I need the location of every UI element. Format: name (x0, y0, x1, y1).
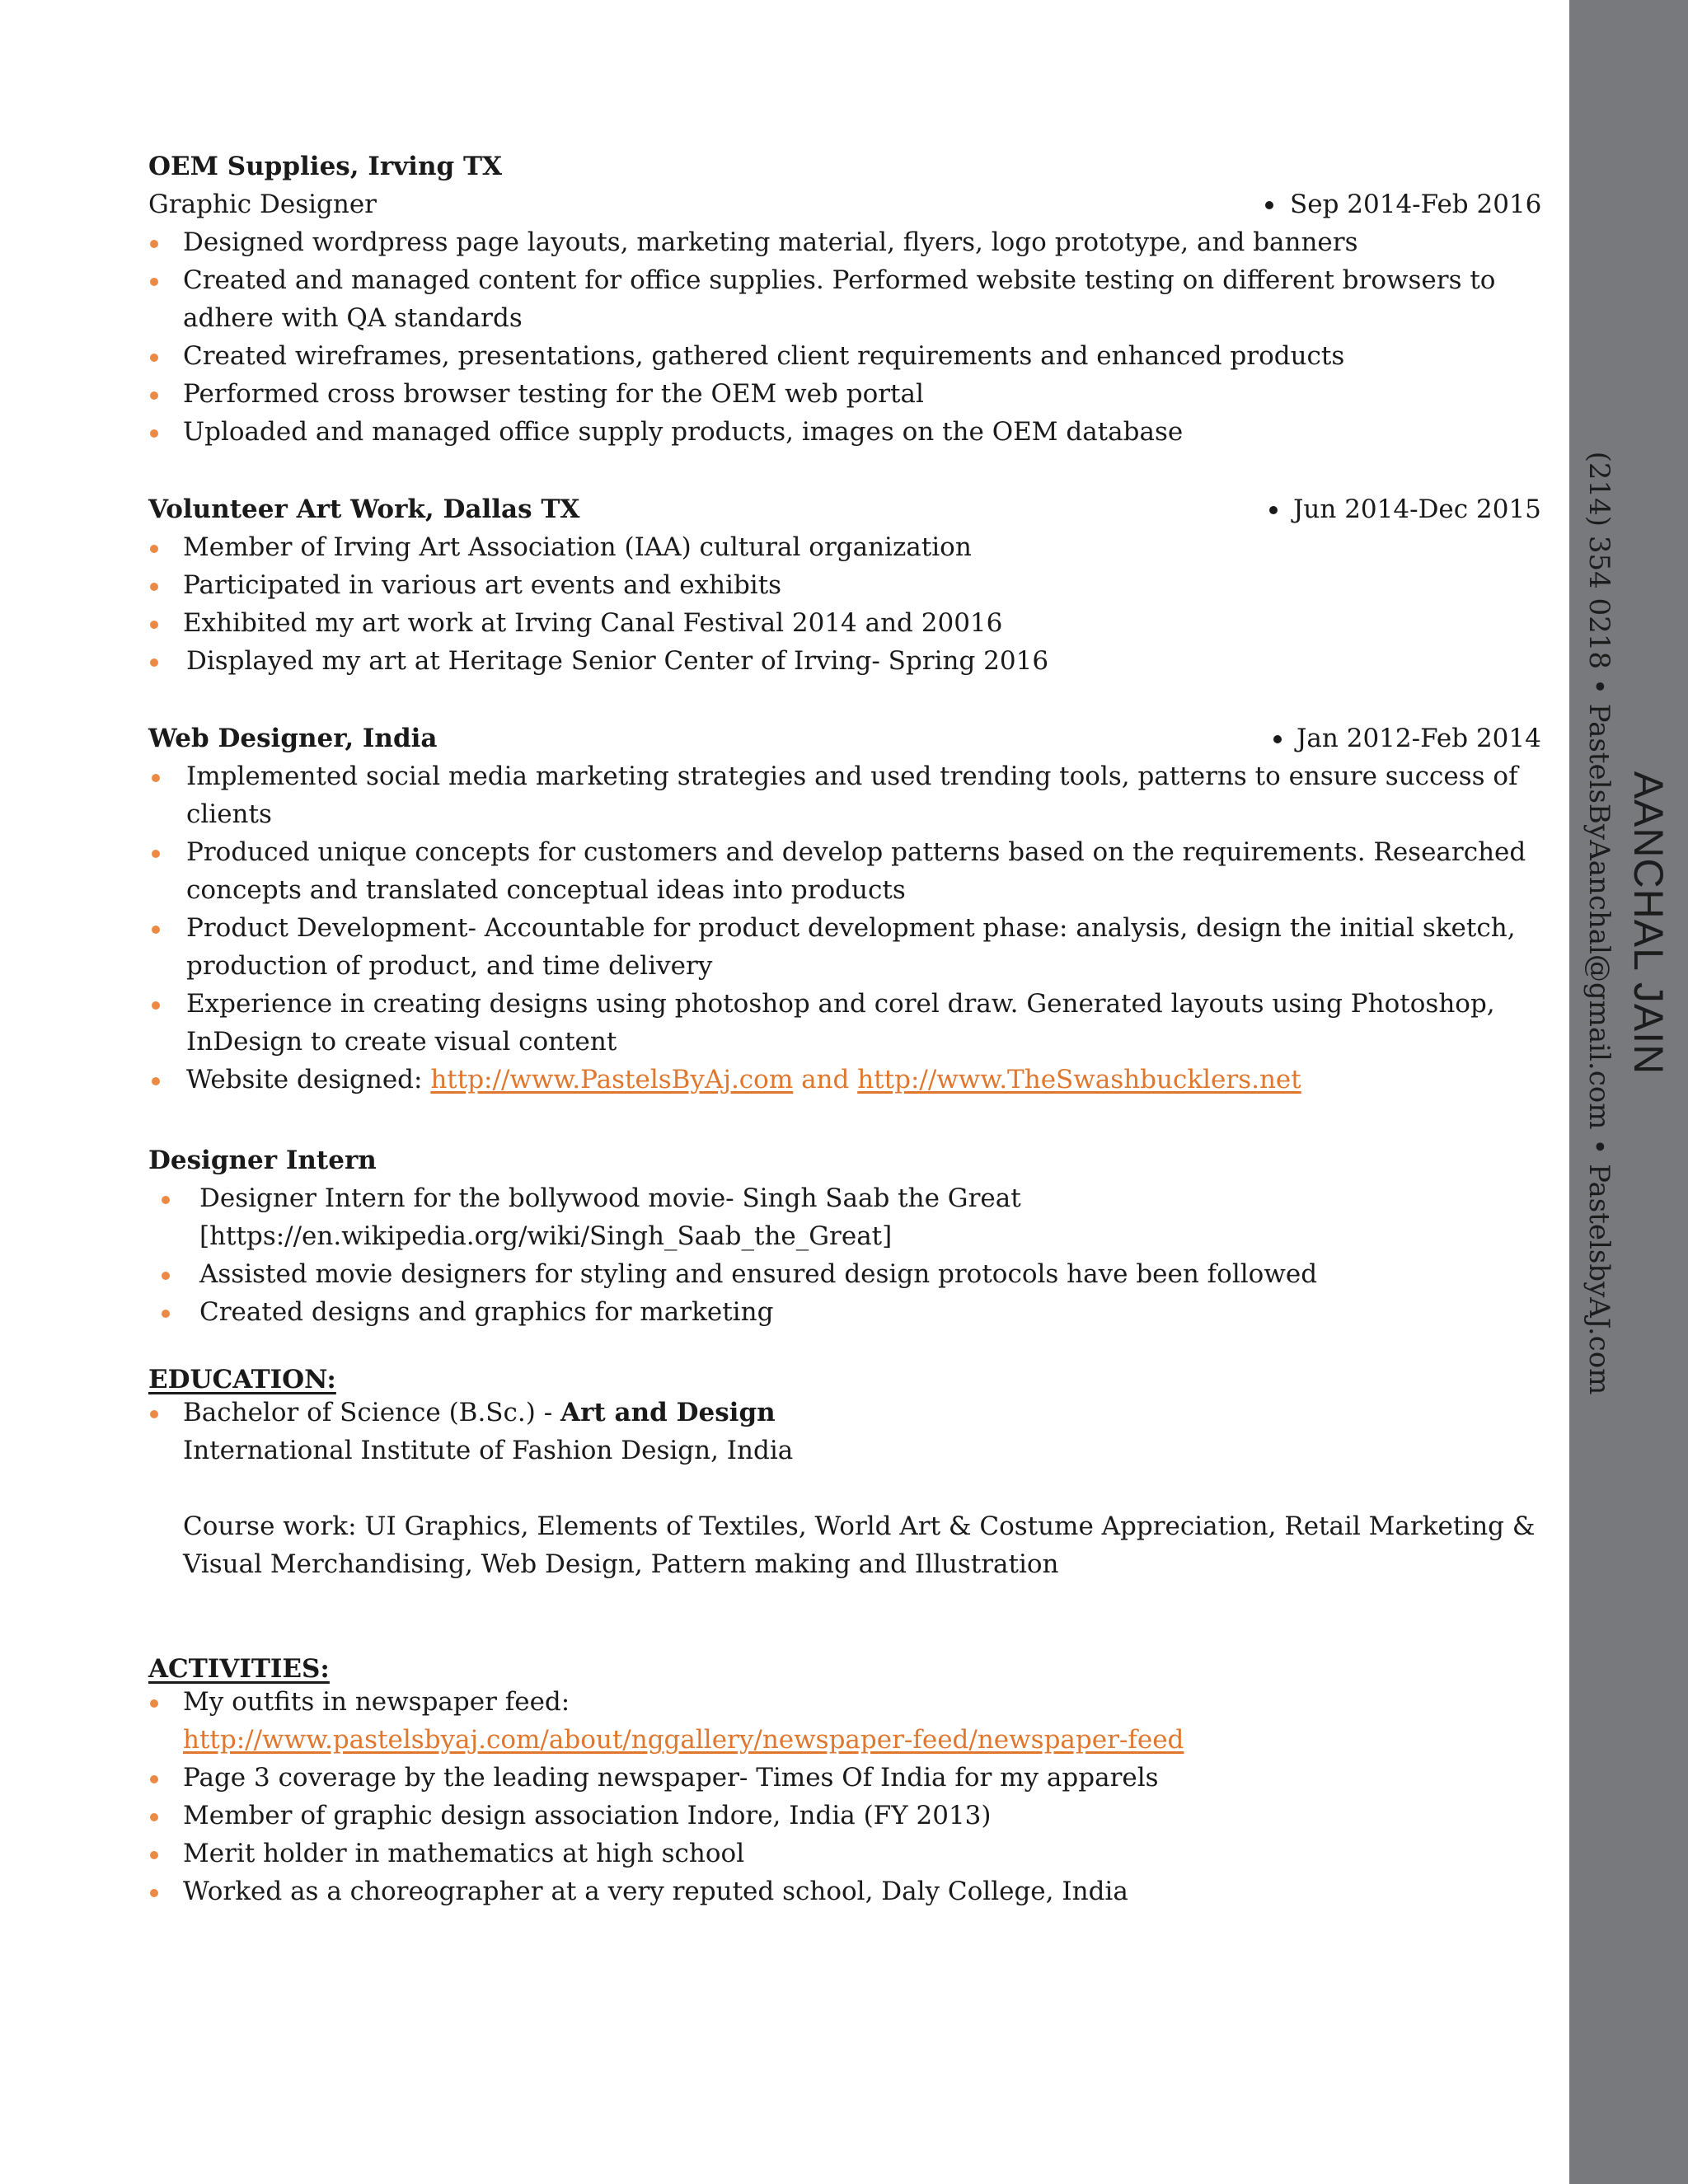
degree-text: Bachelor of Science (B.Sc.) - (183, 1398, 561, 1427)
bullet (162, 1310, 170, 1318)
major-text: Art and Design (560, 1398, 776, 1427)
oem-item: Designed wordpress page layouts, marketing material, flyers, logo prototype, and banners (183, 227, 1358, 257)
bullet (150, 583, 158, 591)
bullet (162, 1196, 170, 1204)
and-text: and (793, 1065, 858, 1094)
oem-item-cont: adhere with QA standards (183, 303, 523, 333)
bullet (150, 1699, 158, 1708)
activity-item: Worked as a choreographer at a very reputed school, Daly College, India (183, 1877, 1128, 1906)
volunteer-item: Member of Irving Art Association (IAA) cultural organization (183, 532, 972, 562)
oem-role: Graphic Designer (148, 190, 377, 219)
activities-heading: ACTIVITIES: (148, 1654, 330, 1684)
volunteer-item: Displayed my art at Heritage Senior Center of Irving- Spring 2016 (186, 646, 1049, 676)
intern-item: Created designs and graphics for marketing (199, 1297, 774, 1327)
web-item: Experience in creating designs using photoshop and corel draw. Generated layouts using Photoshop, (186, 989, 1495, 1019)
activity-item: Member of graphic design association Indore, India (FY 2013) (183, 1801, 992, 1830)
web-item: Produced unique concepts for customers and develop patterns based on the requirements. Researched (186, 837, 1526, 867)
activity-link-line (183, 1722, 1184, 1758)
web-heading: Web Designer, India (148, 724, 438, 753)
oem-heading: OEM Supplies, Irving TX (148, 152, 503, 181)
bullet (150, 1410, 158, 1418)
contact-line: (214) 354 0218 • PastelsByAanchal@gmail.com • PastelsbyAJ.com (1582, 451, 1615, 1395)
web-item-cont: InDesign to create visual content (186, 1027, 617, 1057)
newspaper-feed-link[interactable]: http://www.pastelsbyaj.com/about/nggallery/newspaper-feed/newspaper-feed (183, 1725, 1184, 1755)
web-item: Implemented social media marketing strategies and used trending tools, patterns to ensure success of (186, 762, 1518, 791)
bullet (152, 1077, 160, 1085)
intern-item: Assisted movie designers for styling and ensured design protocols have been followed (199, 1259, 1318, 1289)
intern-item-cont: [https://en.wikipedia.org/wiki/Singh_Saab_the_Great] (199, 1221, 893, 1251)
intern-item: Designer Intern for the bollywood movie- Singh Saab the Great (199, 1183, 1021, 1213)
web-item: Product Development- Accountable for product development phase: analysis, design the initial sketch, (186, 913, 1516, 943)
bullet (152, 774, 160, 782)
education-degree (183, 1394, 776, 1431)
volunteer-dates: Jun 2014-Dec 2015 (1293, 494, 1541, 524)
volunteer-item: Exhibited my art work at Irving Canal Festival 2014 and 20016 (183, 608, 1003, 638)
intern-heading: Designer Intern (148, 1146, 377, 1175)
oem-item: Uploaded and managed office supply products, images on the OEM database (183, 417, 1184, 447)
web-item-cont: production of product, and time delivery (186, 951, 713, 981)
bullet (150, 391, 158, 400)
bullet (150, 1813, 158, 1821)
oem-dates: Sep 2014-Feb 2016 (1290, 190, 1542, 219)
course-work: Course work: UI Graphics, Elements of Textiles, World Art & Costume Appreciation, Retail Marketing & (183, 1511, 1536, 1541)
education-school: International Institute of Fashion Design, India (183, 1436, 794, 1465)
web-dates: Jan 2012-Feb 2014 (1296, 724, 1541, 753)
bullet (150, 429, 158, 438)
web-website-line (186, 1062, 1301, 1098)
bullet (162, 1272, 170, 1280)
bullet (150, 1851, 158, 1859)
volunteer-item: Participated in various art events and exhibits (183, 570, 782, 600)
candidate-name: AANCHAL JAIN (1625, 771, 1672, 1076)
bullet (152, 926, 160, 934)
bullet (152, 850, 160, 858)
bullet (150, 545, 158, 553)
pastelsbyaj-link[interactable]: http://www.PastelsByAj.com (430, 1065, 794, 1094)
bullet (150, 658, 158, 667)
bullet (150, 278, 158, 286)
date-bullet (1273, 735, 1282, 743)
course-work-cont: Visual Merchandising, Web Design, Pattern making and Illustration (183, 1549, 1059, 1579)
bullet (150, 1889, 158, 1897)
swashbucklers-link[interactable]: http://www.TheSwashbucklers.net (857, 1065, 1301, 1094)
volunteer-heading: Volunteer Art Work, Dallas TX (148, 494, 580, 524)
web-item-cont: clients (186, 799, 272, 829)
date-bullet (1269, 506, 1278, 514)
bullet (150, 240, 158, 248)
activity-item: Merit holder in mathematics at high school (183, 1839, 745, 1868)
oem-item: Created and managed content for office supplies. Performed website testing on different browsers to (183, 265, 1496, 295)
web-item-cont: concepts and translated conceptual ideas into products (186, 875, 906, 905)
website-prefix: Website designed: (186, 1065, 431, 1094)
bullet (150, 1775, 158, 1783)
oem-item: Created wireframes, presentations, gathered client requirements and enhanced products (183, 341, 1345, 371)
activity-item: Page 3 coverage by the leading newspaper- Times Of India for my apparels (183, 1763, 1159, 1793)
activity-item: My outfits in newspaper feed: (183, 1687, 570, 1717)
oem-item: Performed cross browser testing for the OEM web portal (183, 379, 924, 409)
bullet (150, 621, 158, 629)
education-heading: EDUCATION: (148, 1365, 336, 1394)
date-bullet (1265, 201, 1273, 209)
bullet (152, 1001, 160, 1010)
bullet (150, 354, 158, 362)
